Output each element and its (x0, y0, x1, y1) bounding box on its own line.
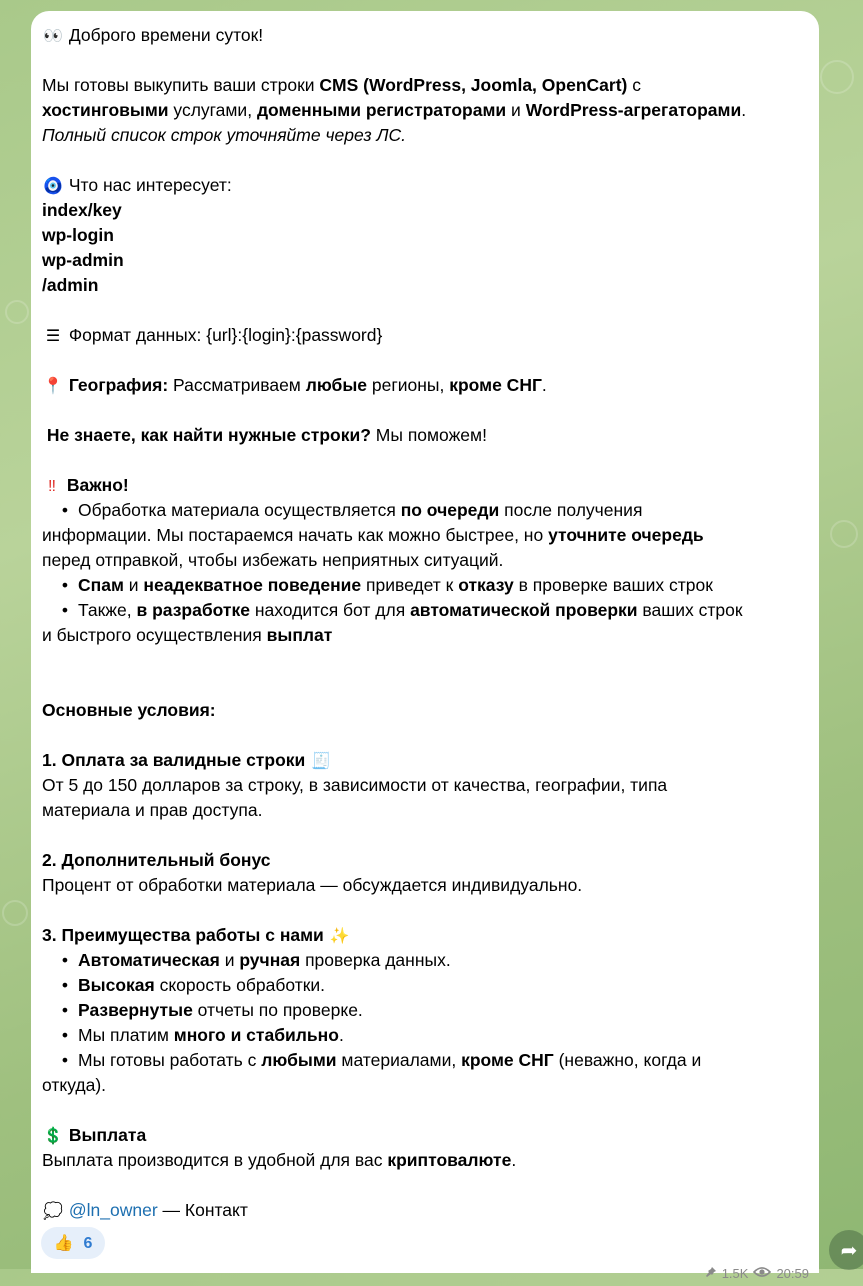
important-bullet-3-cont: и быстрого осуществления выплат (42, 625, 333, 645)
condition-2-title: 2. Дополнительный бонус (42, 850, 271, 870)
contact-line: 💭 @ln_owner — Контакт (42, 1198, 807, 1223)
list-icon: ☰ (45, 328, 61, 345)
help-line: Не знаете, как найти нужные строки? Мы поможем! (46, 425, 487, 445)
sparkle-icon: ✨ (329, 928, 350, 945)
interest-item: wp-login (42, 225, 114, 245)
important-bullet-1-cont: информации. Мы постараемся начать как можно быстрее, но уточните очередь (42, 525, 704, 545)
advantage-item: • Мы платим много и стабильно. (61, 1025, 344, 1045)
greeting-line (42, 23, 807, 48)
geo-line: 📍 География: Рассматриваем любые регионы, кроме СНГ. (42, 373, 807, 398)
reaction-count: 6 (83, 1234, 93, 1252)
speech-bubble-icon: 💭 (43, 1203, 63, 1220)
reaction-thumbs-up[interactable] (41, 1227, 105, 1259)
format-line: ☰ Формат данных: {url}:{login}:{password} (42, 323, 807, 348)
receipt-icon: 🧾 (311, 753, 332, 770)
interest-title: 🧿 Что нас интересует: (42, 173, 807, 198)
important-bullet-3: • Также, в разработке находится бот для автоматической проверки ваших строк (61, 600, 743, 620)
share-arrow-icon: ➦ (840, 1239, 858, 1262)
interest-item: index/key (42, 200, 122, 220)
dollar-icon: 💲 (43, 1128, 63, 1145)
message-meta (705, 1261, 809, 1286)
message-time: 20:59 (776, 1266, 809, 1281)
important-title: ‼ Важно! (42, 473, 807, 498)
eye-icon (753, 1261, 771, 1286)
condition-2-text: Процент от обработки материала — обсуждается индивидуально. (42, 875, 583, 895)
wallpaper-doodle (820, 60, 854, 94)
payout-title: 💲 Выплата (42, 1123, 807, 1148)
important-bullet-1: • Обработка материала осуществляется по очереди после получения (61, 500, 643, 520)
condition-1-title: 1. Оплата за валидные строки 🧾 (42, 748, 807, 773)
interest-item: /admin (42, 275, 99, 295)
advantage-item: • Высокая скорость обработки. (61, 975, 326, 995)
advantage-item: • Автоматическая и ручная проверка данных. (61, 950, 451, 970)
interest-item: wp-admin (42, 250, 124, 270)
greeting-text: Доброго времени суток! (68, 25, 264, 45)
advantage-item: • Развернутые отчеты по проверке. (61, 1000, 363, 1020)
share-button[interactable] (829, 1230, 863, 1270)
pin-icon (705, 1261, 717, 1286)
target-icon: 🧿 (43, 178, 63, 195)
conditions-title: Основные условия: (42, 700, 216, 720)
wallpaper-doodle (5, 300, 29, 324)
intro-line-2: хостинговыми услугами, доменными регистраторами и WordPress-агрегаторами. (42, 100, 747, 120)
advantage-item-cont: откуда). (42, 1075, 107, 1095)
eyes-icon: 👀 (43, 28, 63, 45)
double-exclamation-icon: ‼ (48, 478, 56, 495)
wallpaper-doodle (830, 520, 858, 548)
condition-3-title: 3. Преимущества работы с нами ✨ (42, 923, 807, 948)
views-count: 1.5K (721, 1266, 749, 1281)
thumbs-up-icon: 👍 (53, 1234, 74, 1252)
important-bullet-1-cont: перед отправкой, чтобы избежать неприятных ситуаций. (42, 550, 504, 570)
important-bullet-2: • Спам и неадекватное поведение приведет к отказу в проверке ваших строк (61, 575, 713, 595)
condition-1-text: материала и прав доступа. (42, 800, 263, 820)
contact-link[interactable]: @ln_owner (68, 1200, 158, 1220)
advantage-item: • Мы готовы работать с любыми материалами, кроме СНГ (неважно, когда и (61, 1050, 702, 1070)
condition-1-text: От 5 до 150 долларов за строку, в зависимости от качества, географии, типа (42, 775, 668, 795)
message-bubble (31, 11, 819, 1281)
intro-italic: Полный список строк уточняйте через ЛС. (42, 125, 407, 145)
intro-line-1: Мы готовы выкупить ваши строки CMS (WordPress, Joomla, OpenCart) с (42, 75, 641, 95)
payout-text: Выплата производится в удобной для вас криптовалюте. (42, 1150, 517, 1170)
wallpaper-doodle (2, 900, 28, 926)
pin-emoji-icon: 📍 (43, 378, 63, 395)
